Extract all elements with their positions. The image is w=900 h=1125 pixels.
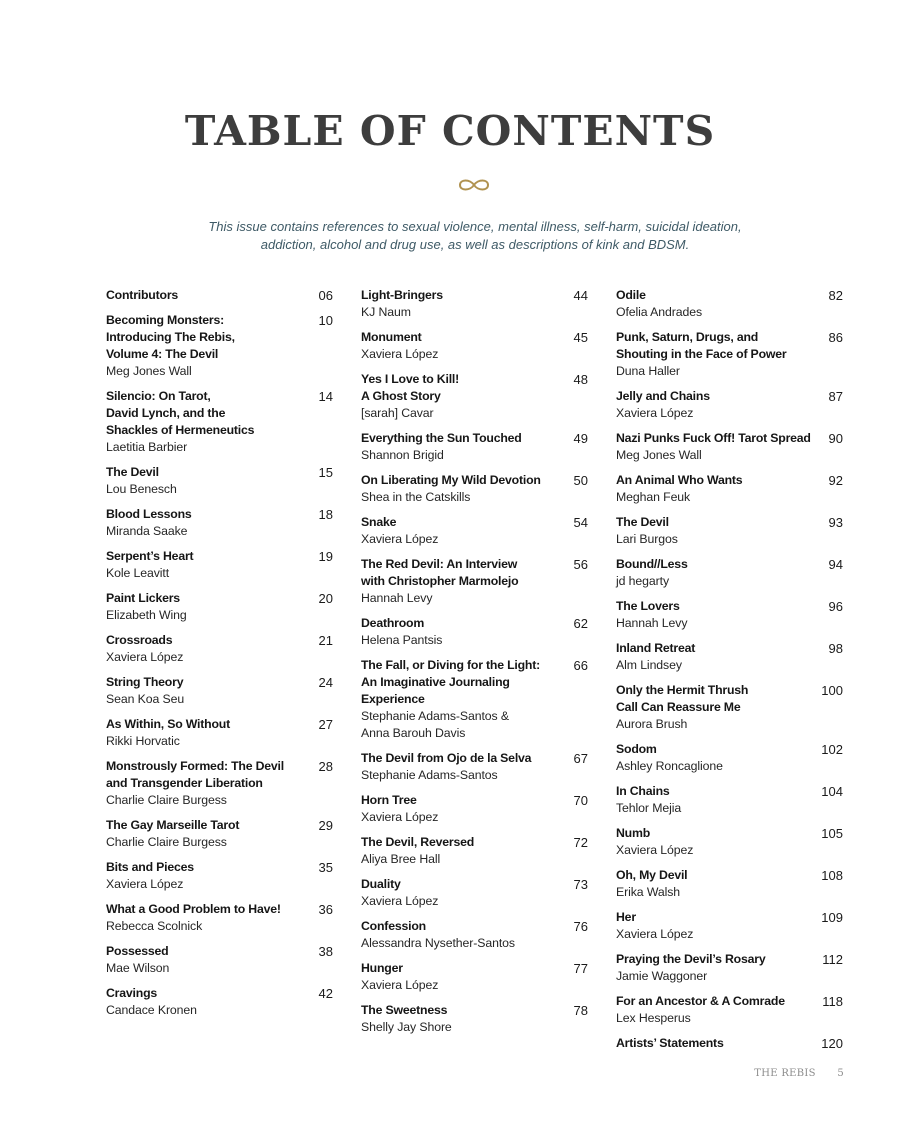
- toc-entry-text: [361, 329, 568, 363]
- toc-entry-author: Aliya Bree Hall: [361, 852, 441, 866]
- toc-entry-page-number: 45: [573, 330, 588, 345]
- toc-entry-title: Duality: [361, 877, 401, 891]
- toc-entry-author: Charlie Claire Burgess: [106, 835, 227, 849]
- toc-entry-text: [361, 371, 568, 422]
- toc-entry: [361, 834, 588, 868]
- toc-entry-title: Monstrously Formed: The Devil and Transgender Liberation: [106, 759, 284, 790]
- toc-entry-page-number: 93: [828, 515, 843, 530]
- toc-entry: [616, 682, 843, 733]
- toc-entry-page-number: 10: [318, 313, 333, 328]
- toc-entry-author: Laetitia Barbier: [106, 440, 188, 454]
- toc-entry-author: Erika Walsh: [616, 885, 681, 899]
- toc-entry-author: Shelly Jay Shore: [361, 1020, 452, 1034]
- toc-entry-title: Jelly and Chains: [616, 389, 710, 403]
- toc-entry-page-number: 62: [573, 616, 588, 631]
- content-warning: This issue contains references to sexual violence, mental illness, self-harm, suicidal ideation, addiction, alcohol and drug use, as well as descriptions of kink and BDSM.: [208, 219, 742, 252]
- toc-entry-title: The Lovers: [616, 599, 680, 613]
- toc-entry-author: Xaviera López: [106, 650, 184, 664]
- toc-entry-page-number: 35: [318, 860, 333, 875]
- toc-entry-text: [616, 556, 823, 590]
- toc-entry-author: Lari Burgos: [616, 532, 678, 546]
- toc-entry-text: [106, 943, 313, 977]
- toc-entry-author: Jamie Waggoner: [616, 969, 708, 983]
- toc-entry: [106, 388, 333, 456]
- toc-entry: [106, 312, 333, 380]
- toc-entry-text: [361, 514, 568, 548]
- toc-entry-text: [106, 716, 313, 750]
- toc-entry-title: Paint Lickers: [106, 591, 180, 605]
- toc-entry-title: Praying the Devil’s Rosary: [616, 952, 766, 966]
- toc-entry-page-number: 18: [318, 507, 333, 522]
- toc-entry-author: Ashley Roncaglione: [616, 759, 723, 773]
- toc-entry: [616, 1035, 843, 1052]
- toc-entry-page-number: 90: [828, 431, 843, 446]
- toc-entry: [361, 514, 588, 548]
- toc-entry-title: Confession: [361, 919, 426, 933]
- toc-entry-title: Snake: [361, 515, 397, 529]
- toc-entry-text: [361, 556, 568, 607]
- toc-entry-author: Rebecca Scolnick: [106, 919, 203, 933]
- toc-column-2: [361, 287, 588, 1044]
- toc-entry-title: The Devil: [106, 465, 159, 479]
- toc-entry-page-number: 118: [822, 994, 843, 1009]
- toc-entry-title: An Animal Who Wants: [616, 473, 743, 487]
- toc-entry: [106, 859, 333, 893]
- toc-entry-author: Helena Pantsis: [361, 633, 443, 647]
- toc-entry-title: Bound//Less: [616, 557, 688, 571]
- toc-entry-text: [106, 287, 313, 304]
- toc-entry-title: Sodom: [616, 742, 657, 756]
- toc-entry-title: Possessed: [106, 944, 169, 958]
- toc-entry-author: Xaviera López: [361, 532, 439, 546]
- toc-entry-page-number: 102: [821, 742, 843, 757]
- toc-entry-author: Ofelia Andrades: [616, 305, 703, 319]
- toc-entry-page-number: 27: [318, 717, 333, 732]
- toc-entry: [106, 506, 333, 540]
- toc-entry-page-number: 54: [573, 515, 588, 530]
- toc-entry: [616, 598, 843, 632]
- toc-entry-text: [361, 876, 568, 910]
- toc-entry-page-number: 94: [828, 557, 843, 572]
- toc-entry-title: On Liberating My Wild Devotion: [361, 473, 541, 487]
- toc-entry: [616, 783, 843, 817]
- toc-entry-text: [361, 1002, 568, 1036]
- toc-entry-page-number: 21: [318, 633, 333, 648]
- toc-entry: [616, 741, 843, 775]
- toc-entry-author: Shea in the Catskills: [361, 490, 471, 504]
- toc-entry-text: [106, 548, 313, 582]
- toc-entry: [616, 640, 843, 674]
- toc-entry: [361, 329, 588, 363]
- toc-entry-text: [106, 506, 313, 540]
- toc-entry-author: Meg Jones Wall: [616, 448, 702, 462]
- toc-entry-page-number: 24: [318, 675, 333, 690]
- toc-entry-text: [616, 825, 815, 859]
- toc-entry-text: [106, 674, 313, 708]
- toc-entry: [361, 876, 588, 910]
- toc-entry-page-number: 67: [573, 751, 588, 766]
- toc-entry: [616, 909, 843, 943]
- toc-entry: [361, 960, 588, 994]
- toc-entry-author: Lex Hesperus: [616, 1011, 691, 1025]
- toc-entry-author: Xaviera López: [616, 406, 694, 420]
- toc-entry-text: [106, 312, 313, 380]
- toc-entry: [106, 758, 333, 809]
- toc-entry-author: Rikki Horvatic: [106, 734, 180, 748]
- toc-entry-author: Stephanie Adams-Santos & Anna Barouh Davis: [361, 709, 509, 740]
- toc-entry-title: Nazi Punks Fuck Off! Tarot Spread: [616, 431, 811, 445]
- toc-entry: [106, 674, 333, 708]
- toc-entry-page-number: 44: [573, 288, 588, 303]
- page-footer: [754, 1068, 844, 1079]
- toc-entry: [361, 792, 588, 826]
- toc-entry: [361, 918, 588, 952]
- toc-entry-page-number: 38: [318, 944, 333, 959]
- toc-entry-page-number: 105: [821, 826, 843, 841]
- toc-entry-author: Meg Jones Wall: [106, 364, 192, 378]
- toc-entry-author: Mae Wilson: [106, 961, 170, 975]
- toc-entry-page-number: 28: [318, 759, 333, 774]
- toc-entry: [616, 867, 843, 901]
- toc-entry-text: [616, 682, 815, 733]
- footer-publication: THE REBIS: [754, 1068, 816, 1079]
- toc-entry-author: Sean Koa Seu: [106, 692, 185, 706]
- toc-entry: [361, 615, 588, 649]
- toc-entry-title: The Devil, Reversed: [361, 835, 475, 849]
- toc-entry-author: Aurora Brush: [616, 717, 688, 731]
- toc-entry: [361, 1002, 588, 1036]
- toc-entry-author: Xaviera López: [361, 894, 439, 908]
- toc-entry-page-number: 100: [821, 683, 843, 698]
- toc-entry: [106, 985, 333, 1019]
- toc-entry-page-number: 77: [573, 961, 588, 976]
- toc-entry-author: Meghan Feuk: [616, 490, 691, 504]
- toc-entry-author: Shannon Brigid: [361, 448, 444, 462]
- toc-entry-title: The Devil: [616, 515, 669, 529]
- toc-entry: [361, 371, 588, 422]
- toc-entry: [616, 993, 843, 1027]
- toc-entry: [616, 329, 843, 380]
- toc-entry-author: Xaviera López: [616, 843, 694, 857]
- toc-entry-title: Everything the Sun Touched: [361, 431, 522, 445]
- toc-entry-author: Candace Kronen: [106, 1003, 197, 1017]
- toc-entry: [106, 287, 333, 304]
- toc-entry-text: [106, 859, 313, 893]
- toc-entry-author: Charlie Claire Burgess: [106, 793, 227, 807]
- toc-entry-page-number: 19: [318, 549, 333, 564]
- toc-entry-page-number: 86: [828, 330, 843, 345]
- toc-entry-text: [361, 918, 568, 952]
- toc-entry-page-number: 92: [828, 473, 843, 488]
- toc-entry-text: [361, 960, 568, 994]
- toc-entry-author: Stephanie Adams-Santos: [361, 768, 498, 782]
- toc-entry: [106, 716, 333, 750]
- toc-entry-text: [106, 632, 313, 666]
- toc-entry-author: Alessandra Nysether-Santos: [361, 936, 515, 950]
- toc-entry-page-number: 15: [318, 465, 333, 480]
- toc-entry-title: Light-Bringers: [361, 288, 443, 302]
- toc-entry: [616, 472, 843, 506]
- toc-entry-title: The Gay Marseille Tarot: [106, 818, 240, 832]
- toc-entry-title: What a Good Problem to Have!: [106, 902, 281, 916]
- toc-entry-title: Her: [616, 910, 636, 924]
- toc-entry-page-number: 70: [573, 793, 588, 808]
- toc-entry-title: Silencio: On Tarot, David Lynch, and the Shackles of Hermeneutics: [106, 389, 255, 437]
- toc-entry-title: Becoming Monsters: Introducing The Rebis, Volume 4: The Devil: [106, 313, 235, 361]
- toc-entry-page-number: 36: [318, 902, 333, 917]
- toc-entry-title: The Fall, or Diving for the Light: An Imaginative Journaling Experience: [361, 658, 541, 706]
- toc-entry: [616, 825, 843, 859]
- toc-entry: [616, 430, 843, 464]
- toc-column-3: [616, 287, 843, 1060]
- toc-entry-title: Serpent’s Heart: [106, 549, 194, 563]
- toc-entry: [361, 750, 588, 784]
- toc-entry-page-number: 72: [573, 835, 588, 850]
- toc-entry-author: KJ Naum: [361, 305, 411, 319]
- toc-entry-title: The Sweetness: [361, 1003, 448, 1017]
- toc-entry-title: Inland Retreat: [616, 641, 696, 655]
- toc-entry-title: Only the Hermit Thrush Call Can Reassure Me: [616, 683, 749, 714]
- toc-entry-text: [616, 472, 823, 506]
- toc-entry-page-number: 108: [821, 868, 843, 883]
- toc-entry-page-number: 56: [573, 557, 588, 572]
- toc-entry-text: [616, 329, 823, 380]
- toc-entry-author: Hannah Levy: [361, 591, 433, 605]
- toc-entry: [616, 556, 843, 590]
- toc-entry: [361, 287, 588, 321]
- toc-entry-title: Oh, My Devil: [616, 868, 688, 882]
- toc-entry-page-number: 06: [318, 288, 333, 303]
- toc-entry-page-number: 49: [573, 431, 588, 446]
- toc-entry: [616, 951, 843, 985]
- toc-entry: [361, 430, 588, 464]
- toc-entry-page-number: 42: [318, 986, 333, 1001]
- toc-entry-title: Punk, Saturn, Drugs, and Shouting in the Face of Power: [616, 330, 787, 361]
- toc-entry-author: Xaviera López: [616, 927, 694, 941]
- toc-entry-title: Monument: [361, 330, 422, 344]
- toc-entry: [361, 657, 588, 742]
- toc-entry-page-number: 50: [573, 473, 588, 488]
- toc-entry-text: [616, 388, 823, 422]
- toc-entry-title: The Devil from Ojo de la Selva: [361, 751, 532, 765]
- toc-entry-author: Xaviera López: [361, 978, 439, 992]
- toc-entry-title: Odile: [616, 288, 646, 302]
- toc-entry-text: [106, 901, 313, 935]
- toc-entry-text: [106, 464, 313, 498]
- toc-entry-text: [106, 388, 313, 456]
- toc-entry-title: As Within, So Without: [106, 717, 230, 731]
- toc-entry-page-number: 96: [828, 599, 843, 614]
- toc-entry: [106, 632, 333, 666]
- toc-entry-text: [361, 834, 568, 868]
- toc-entry-title: Deathroom: [361, 616, 425, 630]
- page-title: TABLE OF CONTENTS: [184, 107, 716, 155]
- toc-entry-title: Horn Tree: [361, 793, 417, 807]
- toc-entry-title: Crossroads: [106, 633, 173, 647]
- toc-entry-author: Lou Benesch: [106, 482, 177, 496]
- toc-entry-text: [106, 590, 313, 624]
- toc-entry-author: Alm Lindsey: [616, 658, 682, 672]
- toc-entry-text: [361, 657, 568, 742]
- toc-entry-title: Hunger: [361, 961, 403, 975]
- toc-entry-author: jd hegarty: [616, 574, 670, 588]
- toc-entry-page-number: 76: [573, 919, 588, 934]
- toc-entry-text: [106, 817, 313, 851]
- toc-entry-title: Contributors: [106, 288, 179, 302]
- toc-entry-text: [616, 640, 823, 674]
- toc-entry-page-number: 104: [821, 784, 843, 799]
- toc-entry-page-number: 78: [573, 1003, 588, 1018]
- toc-entry-author: Duna Haller: [616, 364, 680, 378]
- toc-entry-author: Elizabeth Wing: [106, 608, 187, 622]
- toc-entry-page-number: 14: [318, 389, 333, 404]
- toc-entry-text: [616, 598, 823, 632]
- toc-entry-title: For an Ancestor & A Comrade: [616, 994, 785, 1008]
- toc-entry-author: Xaviera López: [361, 347, 439, 361]
- toc-entry-author: Xaviera López: [361, 810, 439, 824]
- toc-entry-title: Cravings: [106, 986, 158, 1000]
- toc-entry-text: [106, 985, 313, 1019]
- toc-entry: [106, 548, 333, 582]
- toc-entry-text: [361, 792, 568, 826]
- toc-entry-title: Numb: [616, 826, 651, 840]
- toc-entry-author: Kole Leavitt: [106, 566, 170, 580]
- toc-entry-text: [361, 287, 568, 321]
- toc-entry: [106, 464, 333, 498]
- toc-entry-page-number: 29: [318, 818, 333, 833]
- toc-entry-author: [sarah] Cavar: [361, 406, 434, 420]
- toc-entry-page-number: 87: [828, 389, 843, 404]
- toc-entry: [106, 901, 333, 935]
- toc-entry-page-number: 120: [821, 1036, 843, 1051]
- toc-entry-title: Blood Lessons: [106, 507, 192, 521]
- toc-entry-author: Hannah Levy: [616, 616, 688, 630]
- toc-entry-author: Tehlor Mejia: [616, 801, 682, 815]
- toc-entry-title: String Theory: [106, 675, 184, 689]
- toc-entry: [361, 472, 588, 506]
- toc-entry-author: Xaviera López: [106, 877, 184, 891]
- toc-entry: [361, 556, 588, 607]
- toc-entry-text: [616, 287, 823, 321]
- toc-entry: [106, 817, 333, 851]
- footer-page-number: 5: [837, 1068, 844, 1079]
- toc-entry-text: [361, 750, 568, 784]
- infinity-icon: [456, 176, 492, 194]
- toc-entry-page-number: 66: [573, 658, 588, 673]
- toc-column-1: [106, 287, 333, 1027]
- toc-entry-title: Yes I Love to Kill! A Ghost Story: [361, 372, 460, 403]
- toc-entry-text: [616, 951, 816, 985]
- toc-entry-page-number: 98: [828, 641, 843, 656]
- toc-entry-text: [616, 741, 815, 775]
- toc-entry-title: In Chains: [616, 784, 670, 798]
- toc-entry: [616, 388, 843, 422]
- toc-entry-text: [616, 430, 823, 464]
- toc-entry-page-number: 82: [828, 288, 843, 303]
- toc-entry-page-number: 48: [573, 372, 588, 387]
- toc-entry-text: [616, 867, 815, 901]
- toc-entry-text: [361, 615, 568, 649]
- toc-entry-text: [106, 758, 313, 809]
- toc-entry-text: [361, 472, 568, 506]
- toc-entry-text: [361, 430, 568, 464]
- toc-entry-page-number: 112: [822, 952, 843, 967]
- toc-entry-author: Miranda Saake: [106, 524, 188, 538]
- toc-entry-title: The Red Devil: An Interview with Christopher Marmolejo: [361, 557, 519, 588]
- toc-entry-title: Bits and Pieces: [106, 860, 194, 874]
- toc-entry-text: [616, 993, 816, 1027]
- toc-entry-page-number: 109: [821, 910, 843, 925]
- toc-entry-page-number: 73: [573, 877, 588, 892]
- toc-entry: [106, 943, 333, 977]
- toc-entry: [616, 287, 843, 321]
- toc-entry: [616, 514, 843, 548]
- toc-entry-title: Artists’ Statements: [616, 1036, 724, 1050]
- toc-entry-text: [616, 909, 815, 943]
- toc-entry-page-number: 20: [318, 591, 333, 606]
- toc-entry-text: [616, 1035, 815, 1052]
- toc-entry: [106, 590, 333, 624]
- toc-entry-text: [616, 783, 815, 817]
- toc-entry-text: [616, 514, 823, 548]
